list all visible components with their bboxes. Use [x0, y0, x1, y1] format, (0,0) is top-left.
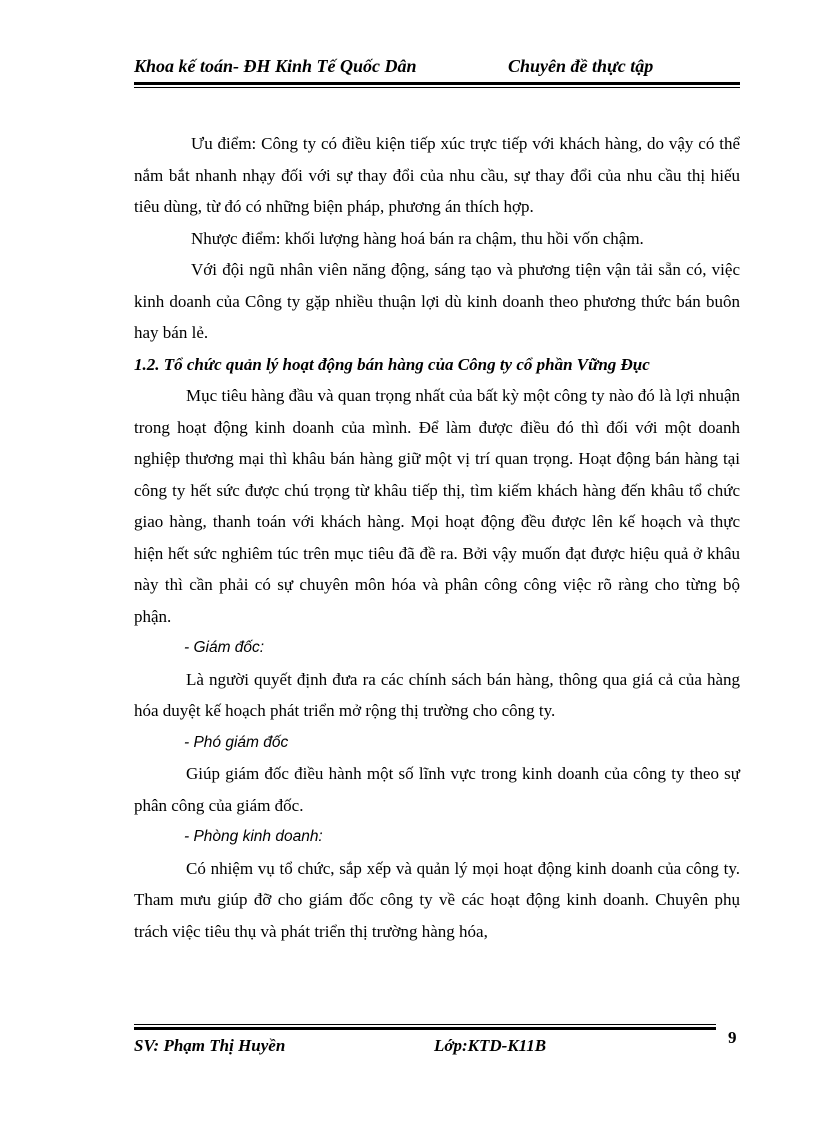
paragraph-disadvantages: Nhược điểm: khối lượng hàng hoá bán ra chậm, thu hồi vốn chậm. — [191, 228, 644, 248]
footer-rule-thin — [134, 1024, 716, 1025]
page-number: 9 — [728, 1028, 737, 1047]
role-business-department: - Phòng kinh doanh: — [184, 828, 323, 845]
header-faculty: Khoa kế toán- ĐH Kinh Tế Quốc Dân — [134, 56, 417, 76]
paragraph-deputy-director: Giúp giám đốc điều hành một số lĩnh vực trong kinh doanh của công ty theo sự phân công của giám đốc. — [134, 764, 740, 815]
role-deputy-director: - Phó giám đốc — [184, 733, 289, 751]
paragraph-director: Là người quyết định đưa ra các chính sách bán hàng, thông qua giá cả của hàng hóa duyệt kế hoạch phát triển mở rộng thị trường cho công ty. — [134, 669, 740, 720]
section-heading: 1.2. Tổ chức quản lý hoạt động bán hàng của Công ty cổ phần Vững Đục — [134, 354, 650, 374]
paragraph-staff: Với đội ngũ nhân viên năng động, sáng tạo và phương tiện vận tải sẵn có, việc kinh doanh của Công ty gặp nhiều thuận lợi dù kinh doanh theo phương thức bán buôn hay bán lẻ. — [134, 260, 740, 342]
page-body — [134, 128, 740, 947]
paragraph-business-department: Có nhiệm vụ tổ chức, sắp xếp và quản lý mọi hoạt động kinh doanh của công ty. Tham mưu giúp đỡ cho giám đốc công ty về các hoạt động kinh doanh. Chuyên phụ trách việc tiêu thụ và phát triển thị trường hàng hóa, — [134, 858, 740, 941]
footer-class: Lớp:KTD-K11B — [434, 1036, 547, 1055]
header-rule-thick — [134, 82, 740, 85]
header-report-title: Chuyên đề thực tập — [508, 56, 654, 76]
footer-student: SV: Phạm Thị Huyền — [134, 1036, 286, 1055]
role-director: - Giám đốc: — [184, 639, 265, 656]
page-header — [134, 56, 740, 82]
paragraph-objective: Mục tiêu hàng đầu và quan trọng nhất của bất kỳ một công ty nào đó là lợi nhuận trong hoạt động kinh doanh của mình. Để làm được điều đó thì đối với một doanh nghiệp thương mại thì khâu bán hàng giữ một vị trí quan trọng. Hoạt động bán hàng tại công ty hết sức được chú trọng từ khâu tiếp thị, tìm kiếm khách hàng đến khâu tổ chức giao hàng, thanh toán với khách hàng. Mọi hoạt động đều được lên kế hoạch và thực hiện hết sức nghiêm túc trên mục tiêu đã đề ra. Bởi vậy muốn đạt được hiệu quả ở khâu này thì cần phải có sự chuyên môn hóa và phân công công việc rõ ràng cho từng bộ phận. — [134, 386, 740, 626]
paragraph-advantages: Ưu điểm: Công ty có điều kiện tiếp xúc trực tiếp với khách hàng, do vậy có thể nắm bắt nhanh nhạy đối với sự thay đổi của nhu cầu, sự thay đổi của nhu cầu thị hiếu tiêu dùng, từ đó có những biện pháp, phương án thích hợp. — [134, 134, 740, 216]
header-rule-thin — [134, 87, 740, 88]
footer-rule-thick — [134, 1027, 716, 1030]
page-footer — [134, 1036, 740, 1060]
